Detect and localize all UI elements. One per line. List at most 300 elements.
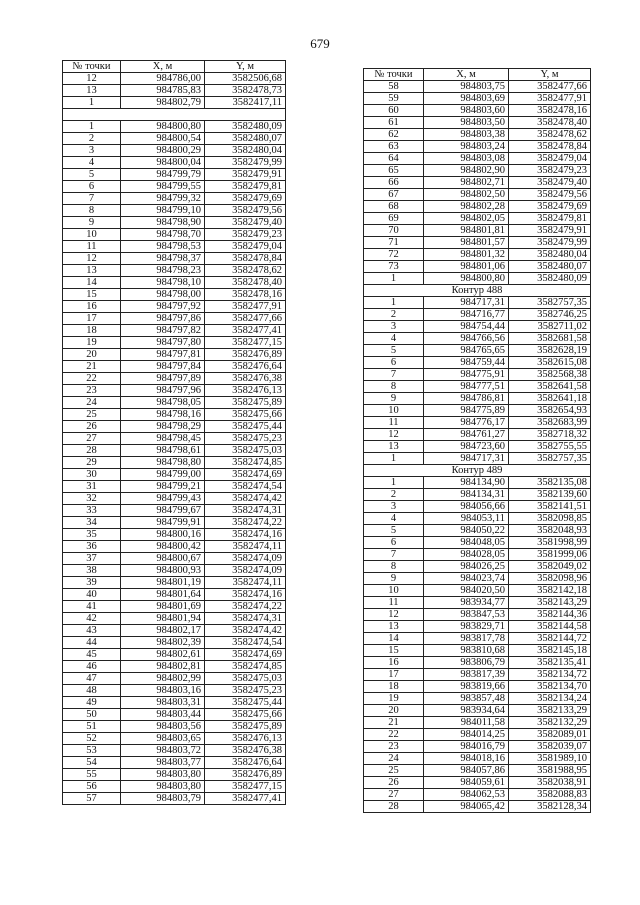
x-cell: 984803,80 <box>121 781 205 793</box>
x-cell: 984801,81 <box>424 225 509 237</box>
table-row <box>63 445 286 457</box>
table-row <box>364 369 591 381</box>
x-cell: 984803,72 <box>121 745 205 757</box>
x-cell: 983847,53 <box>424 609 509 621</box>
y-cell: 3582478,40 <box>205 277 286 289</box>
y-cell: 3582135,41 <box>509 657 591 669</box>
x-cell: 984802,17 <box>121 625 205 637</box>
y-cell: 3582474,16 <box>205 589 286 601</box>
y-cell: 3582480,09 <box>509 273 591 285</box>
y-cell: 3582134,24 <box>509 693 591 705</box>
y-cell: 3582098,96 <box>509 573 591 585</box>
y-cell: 3582475,66 <box>205 709 286 721</box>
x-cell: 984801,94 <box>121 613 205 625</box>
x-cell: 984786,00 <box>121 73 205 85</box>
y-cell: 3582141,51 <box>509 501 591 513</box>
x-cell: 984802,28 <box>424 201 509 213</box>
y-cell: 3582757,35 <box>509 297 591 309</box>
x-cell: 984797,89 <box>121 373 205 385</box>
section-title: Контур 489 <box>364 465 591 477</box>
table-header-row <box>364 69 591 81</box>
point-number-cell: 56 <box>63 781 121 793</box>
y-cell: 3582038,91 <box>509 777 591 789</box>
y-cell: 3582479,56 <box>509 189 591 201</box>
point-number-cell: 64 <box>364 153 424 165</box>
y-cell: 3582479,04 <box>205 241 286 253</box>
y-cell: 3582755,55 <box>509 441 591 453</box>
x-cell: 984797,84 <box>121 361 205 373</box>
x-cell: 984798,45 <box>121 433 205 445</box>
x-cell: 984803,77 <box>121 757 205 769</box>
y-cell: 3582474,09 <box>205 553 286 565</box>
y-cell: 3582132,29 <box>509 717 591 729</box>
section-title-row <box>364 465 591 477</box>
table-row <box>63 85 286 97</box>
y-cell: 3582477,66 <box>509 81 591 93</box>
point-number-cell: 30 <box>63 469 121 481</box>
table-row <box>63 229 286 241</box>
y-cell: 3582479,99 <box>205 157 286 169</box>
y-cell: 3582479,81 <box>509 213 591 225</box>
y-cell: 3582098,85 <box>509 513 591 525</box>
header-y: Y, м <box>509 69 591 81</box>
x-cell: 983829,71 <box>424 621 509 633</box>
x-cell: 984798,16 <box>121 409 205 421</box>
point-number-cell: 48 <box>63 685 121 697</box>
point-number-cell: 37 <box>63 553 121 565</box>
y-cell: 3582142,18 <box>509 585 591 597</box>
point-number-cell: 3 <box>364 501 424 513</box>
x-cell: 984798,29 <box>121 421 205 433</box>
point-number-cell: 1 <box>63 97 121 109</box>
table-row <box>364 693 591 705</box>
point-number-cell: 18 <box>63 325 121 337</box>
y-cell: 3582477,15 <box>205 337 286 349</box>
table-row <box>364 189 591 201</box>
table-row <box>63 517 286 529</box>
x-cell: 984797,96 <box>121 385 205 397</box>
point-number-cell: 61 <box>364 117 424 129</box>
table-row <box>364 585 591 597</box>
table-row <box>63 97 286 109</box>
table-row <box>364 105 591 117</box>
table-row <box>364 405 591 417</box>
point-number-cell: 53 <box>63 745 121 757</box>
x-cell: 984065,42 <box>424 801 509 813</box>
y-cell: 3582476,64 <box>205 757 286 769</box>
x-cell: 984802,39 <box>121 637 205 649</box>
x-cell: 984797,81 <box>121 349 205 361</box>
x-cell: 984802,81 <box>121 661 205 673</box>
table-row <box>364 117 591 129</box>
y-cell: 3582474,31 <box>205 505 286 517</box>
table-row <box>63 217 286 229</box>
x-cell: 984799,55 <box>121 181 205 193</box>
point-number-cell: 26 <box>364 777 424 789</box>
x-cell: 984803,65 <box>121 733 205 745</box>
point-number-cell: 25 <box>364 765 424 777</box>
x-cell: 984801,32 <box>424 249 509 261</box>
y-cell: 3582134,70 <box>509 681 591 693</box>
point-number-cell: 20 <box>364 705 424 717</box>
y-cell: 3582683,99 <box>509 417 591 429</box>
table-row <box>63 649 286 661</box>
y-cell: 3582049,02 <box>509 561 591 573</box>
table-row <box>63 769 286 781</box>
y-cell: 3582474,31 <box>205 613 286 625</box>
y-cell: 3582477,91 <box>509 93 591 105</box>
y-cell: 3582474,11 <box>205 577 286 589</box>
y-cell: 3582476,13 <box>205 385 286 397</box>
table-row <box>364 225 591 237</box>
point-number-cell: 13 <box>63 265 121 277</box>
x-cell: 984798,37 <box>121 253 205 265</box>
blank-cell <box>63 109 286 121</box>
x-cell: 984803,08 <box>424 153 509 165</box>
point-number-cell: 70 <box>364 225 424 237</box>
x-cell: 984797,82 <box>121 325 205 337</box>
point-number-cell: 72 <box>364 249 424 261</box>
table-row <box>364 249 591 261</box>
y-cell: 3582479,69 <box>509 201 591 213</box>
x-cell: 984799,32 <box>121 193 205 205</box>
point-number-cell: 54 <box>63 757 121 769</box>
x-cell: 984056,66 <box>424 501 509 513</box>
x-cell: 984801,19 <box>121 577 205 589</box>
table-row <box>63 793 286 805</box>
table-row <box>364 429 591 441</box>
point-number-cell: 6 <box>364 357 424 369</box>
table-row <box>364 681 591 693</box>
y-cell: 3582039,07 <box>509 741 591 753</box>
table-row <box>63 145 286 157</box>
point-number-cell: 40 <box>63 589 121 601</box>
y-cell: 3582477,66 <box>205 313 286 325</box>
x-cell: 984803,80 <box>121 769 205 781</box>
point-number-cell: 4 <box>364 333 424 345</box>
x-cell: 984800,54 <box>121 133 205 145</box>
y-cell: 3582479,23 <box>205 229 286 241</box>
y-cell: 3582479,23 <box>509 165 591 177</box>
point-number-cell: 19 <box>63 337 121 349</box>
table-row <box>364 153 591 165</box>
point-number-cell: 66 <box>364 177 424 189</box>
point-number-cell: 1 <box>364 453 424 465</box>
point-number-cell: 51 <box>63 721 121 733</box>
x-cell: 984803,16 <box>121 685 205 697</box>
y-cell: 3582133,29 <box>509 705 591 717</box>
y-cell: 3582474,22 <box>205 517 286 529</box>
y-cell: 3582476,38 <box>205 373 286 385</box>
x-cell: 984801,64 <box>121 589 205 601</box>
x-cell: 984759,44 <box>424 357 509 369</box>
table-row <box>63 673 286 685</box>
table-row <box>364 573 591 585</box>
table-row <box>364 753 591 765</box>
table-row <box>63 313 286 325</box>
header-point-number: № точки <box>364 69 424 81</box>
page-number: 679 <box>310 36 330 51</box>
table-row <box>364 357 591 369</box>
x-cell: 984802,71 <box>424 177 509 189</box>
table-row <box>364 633 591 645</box>
table-row <box>63 349 286 361</box>
x-cell: 984803,60 <box>424 105 509 117</box>
point-number-cell: 34 <box>63 517 121 529</box>
table-row <box>63 721 286 733</box>
x-cell: 984798,80 <box>121 457 205 469</box>
table-row <box>63 625 286 637</box>
x-cell: 983934,77 <box>424 597 509 609</box>
y-cell: 3582641,58 <box>509 381 591 393</box>
x-cell: 984011,58 <box>424 717 509 729</box>
x-cell: 984059,61 <box>424 777 509 789</box>
table-row <box>63 469 286 481</box>
y-cell: 3582475,44 <box>205 421 286 433</box>
table-row <box>364 177 591 189</box>
table-row <box>63 157 286 169</box>
point-number-cell: 43 <box>63 625 121 637</box>
table-row <box>364 129 591 141</box>
x-cell: 984803,69 <box>424 93 509 105</box>
x-cell: 983817,39 <box>424 669 509 681</box>
y-cell: 3582477,41 <box>205 325 286 337</box>
y-cell: 3582134,72 <box>509 669 591 681</box>
point-number-cell: 62 <box>364 129 424 141</box>
point-number-cell: 1 <box>63 121 121 133</box>
point-number-cell: 8 <box>364 381 424 393</box>
table-row <box>364 273 591 285</box>
y-cell: 3582479,04 <box>509 153 591 165</box>
x-cell: 984803,44 <box>121 709 205 721</box>
point-number-cell: 47 <box>63 673 121 685</box>
point-number-cell: 22 <box>364 729 424 741</box>
point-number-cell: 11 <box>63 241 121 253</box>
table-row <box>364 417 591 429</box>
table-row <box>364 597 591 609</box>
x-cell: 984797,92 <box>121 301 205 313</box>
table-row <box>63 637 286 649</box>
table-row <box>63 265 286 277</box>
y-cell: 3582479,56 <box>205 205 286 217</box>
x-cell: 984798,05 <box>121 397 205 409</box>
x-cell: 983810,68 <box>424 645 509 657</box>
x-cell: 984798,61 <box>121 445 205 457</box>
x-cell: 984799,91 <box>121 517 205 529</box>
y-cell: 3582506,68 <box>205 73 286 85</box>
point-number-cell: 4 <box>63 157 121 169</box>
table-row <box>364 777 591 789</box>
y-cell: 3582746,25 <box>509 309 591 321</box>
point-number-cell: 6 <box>364 537 424 549</box>
point-number-cell: 23 <box>63 385 121 397</box>
table-row <box>364 297 591 309</box>
point-number-cell: 7 <box>63 193 121 205</box>
y-cell: 3582135,08 <box>509 477 591 489</box>
y-cell: 3582139,60 <box>509 489 591 501</box>
table-row <box>364 513 591 525</box>
x-cell: 984800,67 <box>121 553 205 565</box>
table-row <box>364 237 591 249</box>
table-row <box>63 601 286 613</box>
point-number-cell: 50 <box>63 709 121 721</box>
x-cell: 984802,05 <box>424 213 509 225</box>
y-cell: 3581999,06 <box>509 549 591 561</box>
table-row <box>364 657 591 669</box>
y-cell: 3582474,54 <box>205 481 286 493</box>
y-cell: 3582088,83 <box>509 789 591 801</box>
point-number-cell: 44 <box>63 637 121 649</box>
point-number-cell: 14 <box>63 277 121 289</box>
x-cell: 984798,23 <box>121 265 205 277</box>
point-number-cell: 12 <box>63 73 121 85</box>
point-number-cell: 17 <box>364 669 424 681</box>
x-cell: 984062,53 <box>424 789 509 801</box>
point-number-cell: 52 <box>63 733 121 745</box>
x-cell: 984057,86 <box>424 765 509 777</box>
point-number-cell: 39 <box>63 577 121 589</box>
point-number-cell: 20 <box>63 349 121 361</box>
point-number-cell: 5 <box>364 525 424 537</box>
point-number-cell: 55 <box>63 769 121 781</box>
y-cell: 3582474,85 <box>205 457 286 469</box>
x-cell: 984801,06 <box>424 261 509 273</box>
point-number-cell: 5 <box>364 345 424 357</box>
x-cell: 984798,90 <box>121 217 205 229</box>
y-cell: 3582143,29 <box>509 597 591 609</box>
y-cell: 3582479,91 <box>205 169 286 181</box>
point-number-cell: 46 <box>63 661 121 673</box>
point-number-cell: 49 <box>63 697 121 709</box>
table-row <box>364 645 591 657</box>
point-number-cell: 16 <box>63 301 121 313</box>
x-cell: 984803,56 <box>121 721 205 733</box>
x-cell: 984026,25 <box>424 561 509 573</box>
x-cell: 984803,75 <box>424 81 509 93</box>
y-cell: 3582145,18 <box>509 645 591 657</box>
point-number-cell: 28 <box>63 445 121 457</box>
y-cell: 3582474,85 <box>205 661 286 673</box>
x-cell: 984053,11 <box>424 513 509 525</box>
table-row <box>63 169 286 181</box>
x-cell: 984775,89 <box>424 405 509 417</box>
x-cell: 984798,10 <box>121 277 205 289</box>
y-cell: 3582475,44 <box>205 697 286 709</box>
x-cell: 984776,17 <box>424 417 509 429</box>
table-row <box>364 333 591 345</box>
y-cell: 3582474,54 <box>205 637 286 649</box>
table-row <box>364 309 591 321</box>
y-cell: 3582474,09 <box>205 565 286 577</box>
point-number-cell: 16 <box>364 657 424 669</box>
x-cell: 984018,16 <box>424 753 509 765</box>
y-cell: 3582475,89 <box>205 721 286 733</box>
table-row <box>63 397 286 409</box>
point-number-cell: 18 <box>364 681 424 693</box>
x-cell: 984799,21 <box>121 481 205 493</box>
table-row <box>364 261 591 273</box>
y-cell: 3582475,89 <box>205 397 286 409</box>
y-cell: 3582477,41 <box>205 793 286 805</box>
point-number-cell: 11 <box>364 597 424 609</box>
y-cell: 3582479,69 <box>205 193 286 205</box>
y-cell: 3582475,66 <box>205 409 286 421</box>
y-cell: 3581989,10 <box>509 753 591 765</box>
y-cell: 3582476,89 <box>205 769 286 781</box>
point-number-cell: 73 <box>364 261 424 273</box>
table-row <box>63 541 286 553</box>
table-row <box>364 669 591 681</box>
table-row <box>364 93 591 105</box>
point-number-cell: 1 <box>364 477 424 489</box>
point-number-cell: 6 <box>63 181 121 193</box>
y-cell: 3582478,62 <box>509 129 591 141</box>
point-number-cell: 36 <box>63 541 121 553</box>
table-row <box>63 697 286 709</box>
x-cell: 984020,50 <box>424 585 509 597</box>
y-cell: 3582480,04 <box>205 145 286 157</box>
table-row <box>364 213 591 225</box>
point-number-cell: 35 <box>63 529 121 541</box>
y-cell: 3582476,89 <box>205 349 286 361</box>
y-cell: 3582641,18 <box>509 393 591 405</box>
table-row <box>63 733 286 745</box>
y-cell: 3582474,42 <box>205 625 286 637</box>
point-number-cell: 26 <box>63 421 121 433</box>
x-cell: 984803,38 <box>424 129 509 141</box>
point-number-cell: 5 <box>63 169 121 181</box>
table-row <box>364 801 591 813</box>
point-number-cell: 24 <box>63 397 121 409</box>
x-cell: 984766,56 <box>424 333 509 345</box>
point-number-cell: 12 <box>63 253 121 265</box>
y-cell: 3582417,11 <box>205 97 286 109</box>
table-row <box>364 141 591 153</box>
y-cell: 3582475,23 <box>205 433 286 445</box>
header-x: X, м <box>121 61 205 73</box>
point-number-cell: 7 <box>364 549 424 561</box>
table-row <box>364 477 591 489</box>
y-cell: 3582128,34 <box>509 801 591 813</box>
table-row <box>364 441 591 453</box>
point-number-cell: 28 <box>364 801 424 813</box>
coordinates-table-left <box>62 60 286 805</box>
x-cell: 984134,31 <box>424 489 509 501</box>
table-row <box>63 661 286 673</box>
x-cell: 984798,53 <box>121 241 205 253</box>
table-row <box>63 421 286 433</box>
point-number-cell: 2 <box>364 309 424 321</box>
y-cell: 3582479,40 <box>509 177 591 189</box>
table-row <box>63 241 286 253</box>
y-cell: 3582478,84 <box>509 141 591 153</box>
x-cell: 984803,24 <box>424 141 509 153</box>
section-title-row <box>364 285 591 297</box>
point-number-cell: 29 <box>63 457 121 469</box>
table-row <box>63 433 286 445</box>
x-cell: 984799,79 <box>121 169 205 181</box>
point-number-cell: 10 <box>364 585 424 597</box>
x-cell: 984014,25 <box>424 729 509 741</box>
point-number-cell: 27 <box>63 433 121 445</box>
table-row <box>63 289 286 301</box>
table-row <box>63 193 286 205</box>
x-cell: 984048,05 <box>424 537 509 549</box>
x-cell: 983806,79 <box>424 657 509 669</box>
y-cell: 3582476,38 <box>205 745 286 757</box>
table-row <box>63 373 286 385</box>
y-cell: 3582474,69 <box>205 469 286 481</box>
